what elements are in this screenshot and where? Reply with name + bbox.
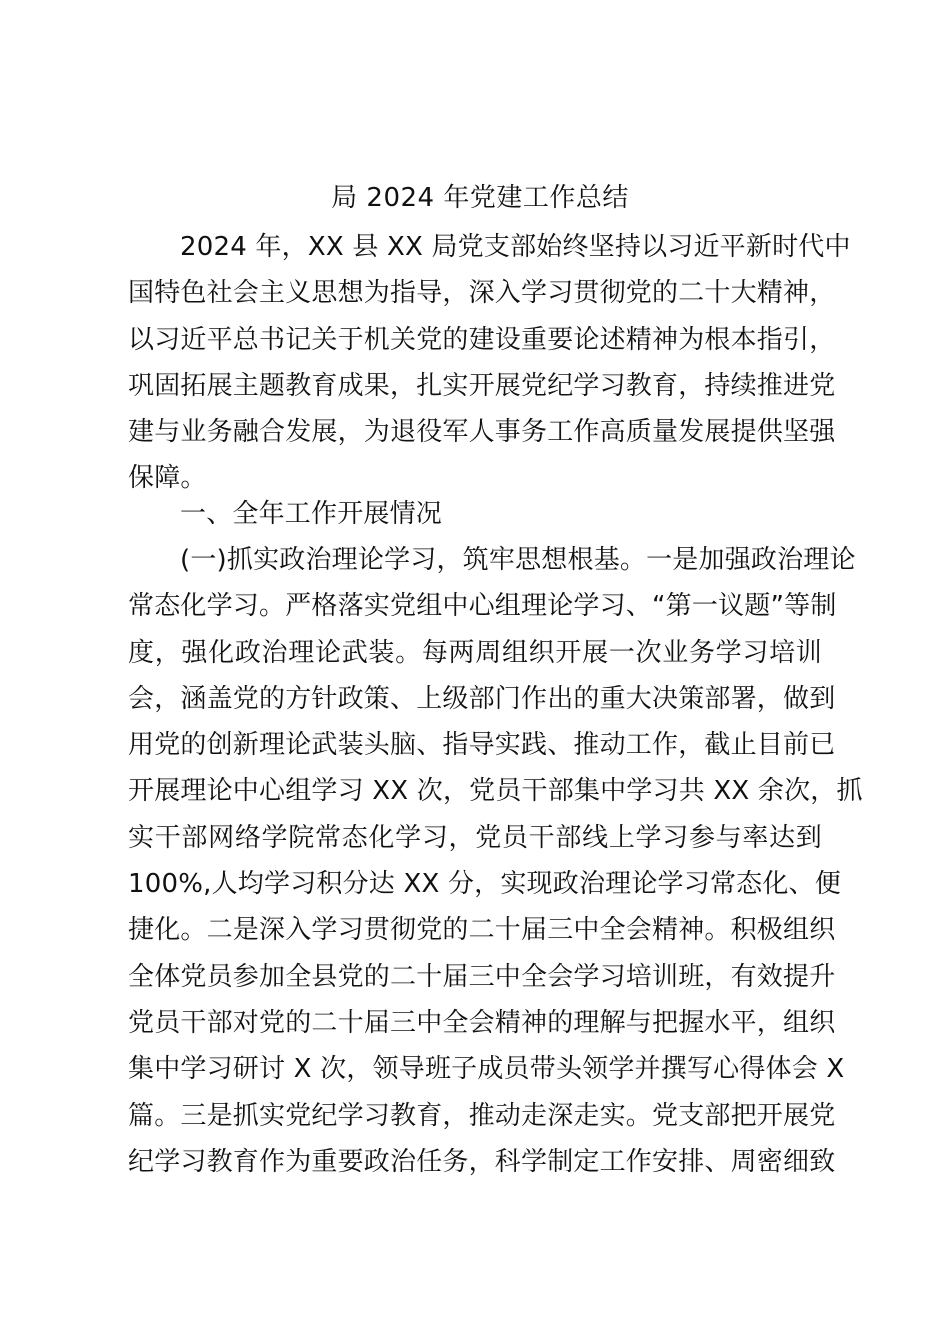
paragraph-line: 度，强化政治理论武装。每两周组织开展一次业务学习培训 (128, 637, 822, 668)
document-title: 局 2024 年党建工作总结 (331, 183, 629, 213)
paragraph-line: 捷化。二是深入学习贯彻党的二十届三中全会精神。积极组织 (128, 915, 836, 946)
paragraph-line: 集中学习研讨 X 次，领导班子成员带头领学并撰写心得体会 X (128, 1054, 845, 1085)
section-heading: 一、全年工作开展情况 (180, 499, 443, 529)
paragraph-line: 建与业务融合发展，为退役军人事务工作高质量发展提供坚强 (128, 417, 836, 448)
paragraph-line: 纪学习教育作为重要政治任务，科学制定工作安排、周密细致 (128, 1146, 836, 1177)
paragraph-line: 保障。 (128, 463, 207, 494)
paragraph-line: 巩固拓展主题教育成果，扎实开展党纪学习教育，持续推进党 (128, 370, 836, 401)
paragraph-line: 全体党员参加全县党的二十届三中全会学习培训班，有效提升 (128, 961, 836, 992)
intro-paragraph (128, 224, 851, 502)
paragraph-line: 以习近平总书记关于机关党的建设重要论述精神为根本指引， (128, 324, 836, 355)
section-heading-block (128, 491, 822, 537)
paragraph-line: 党员干部对党的二十届三中全会精神的理解与把握水平，组织 (128, 1007, 836, 1038)
paragraph-line: 开展理论中心组学习 XX 次，党员干部集中学习共 XX 余次，抓 (128, 776, 863, 807)
paragraph-line: 100%,人均学习积分达 XX 分，实现政治理论学习常态化、便 (128, 869, 841, 900)
paragraph-line: 用党的创新理论武装头脑、指导实践、推动工作，截止目前已 (128, 730, 836, 761)
paragraph-line: (一)抓实政治理论学习，筑牢思想根基。一是加强政治理论 (180, 545, 856, 575)
paragraph-line: 常态化学习。严格落实党组中心组理论学习、“第一议题”等制 (128, 591, 837, 622)
paragraph-line: 2024 年，XX 县 XX 局党支部始终坚持以习近平新时代中 (180, 232, 851, 262)
section-paragraph (128, 537, 863, 1185)
paragraph-line: 会，涵盖党的方针政策、上级部门作出的重大决策部署，做到 (128, 683, 836, 714)
paragraph-line: 篇。三是抓实党纪学习教育，推动走深走实。党支部把开展党 (128, 1100, 836, 1131)
paragraph-line: 国特色社会主义思想为指导，深入学习贯彻党的二十大精神， (128, 278, 836, 309)
paragraph-line: 实干部网络学院常态化学习，党员干部线上学习参与率达到 (128, 822, 822, 853)
